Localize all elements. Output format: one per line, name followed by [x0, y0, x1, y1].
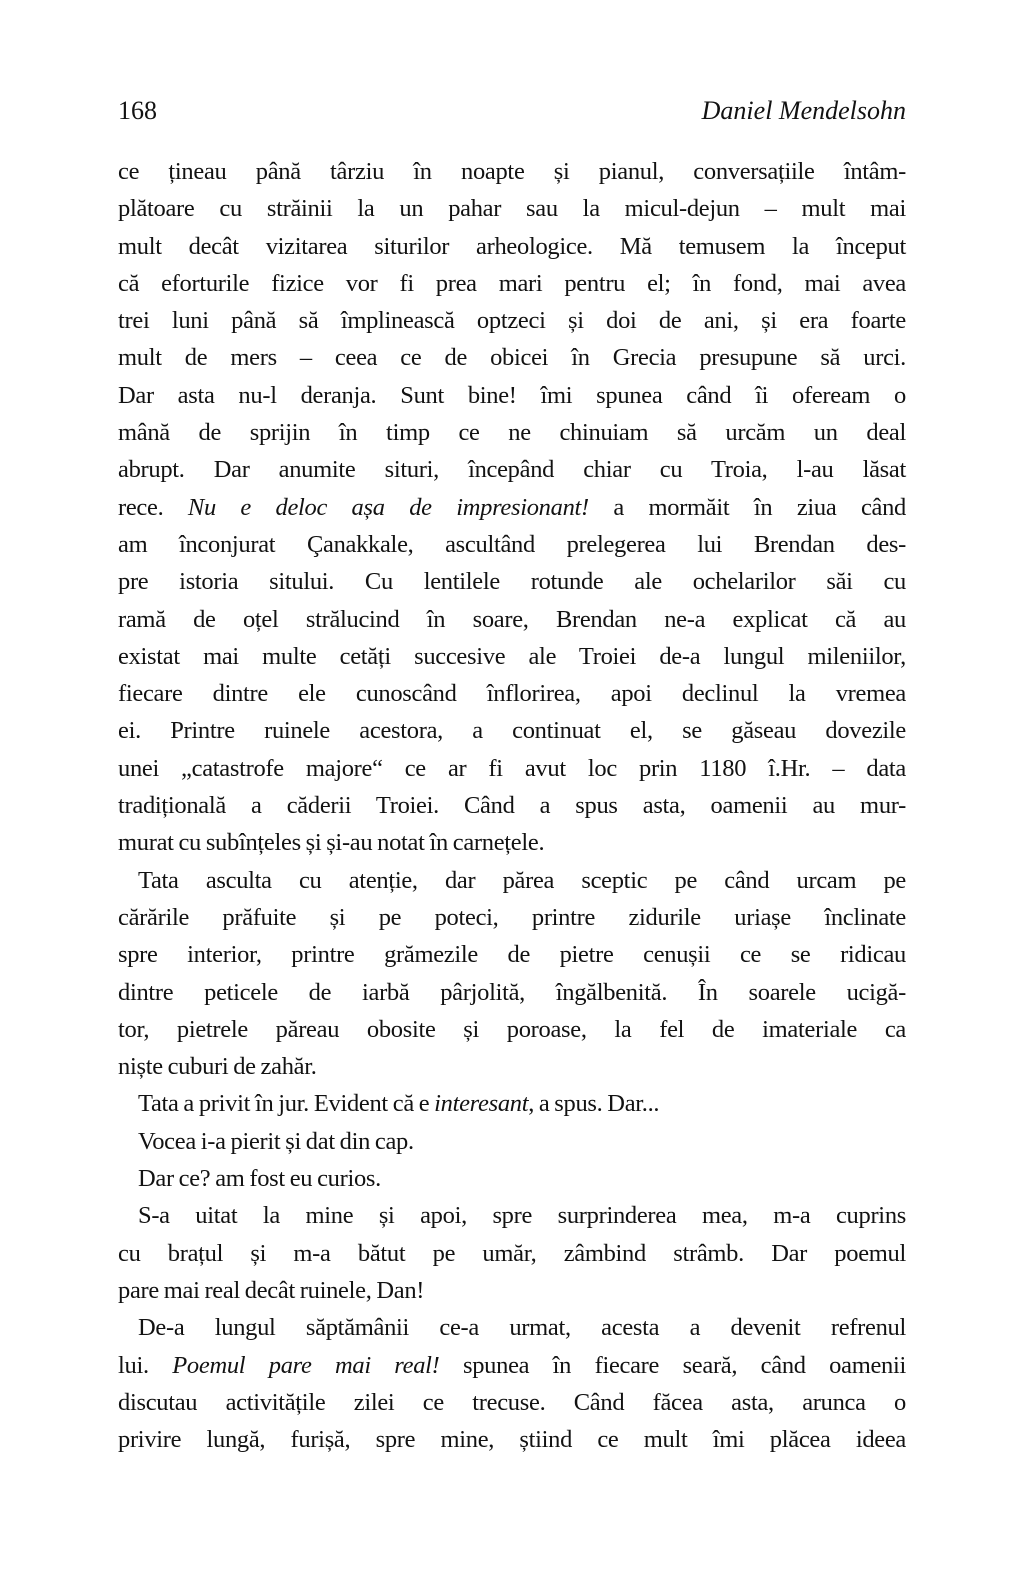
text-segment: existat mai multe cetăți succesive ale Troiei de-a lungul mileniilor, [118, 642, 906, 670]
text-segment: rece. [118, 493, 188, 521]
text-line [118, 190, 906, 227]
text-segment: pre istoria sitului. Cu lentilele rotunde ale ochelarilor săi cu [118, 568, 906, 596]
text-segment: cărările prăfuite și pe poteci, printre zidurile uriașe înclinate [118, 903, 906, 931]
text-line [118, 601, 906, 638]
text-segment: ei. Printre ruinele acestora, a continuat el, se găseau dovezile [118, 717, 906, 745]
text-line [118, 1197, 906, 1234]
text-line [118, 1347, 906, 1384]
text-line [118, 750, 906, 787]
text-line [118, 974, 906, 1011]
text-segment: mult de mers – ceea ce de obicei în Grecia presupune să urci. [118, 344, 906, 372]
text-line [118, 899, 906, 936]
text-segment: mână de sprijin în timp ce ne chinuiam să urcăm un deal [118, 419, 906, 447]
text-line [118, 414, 906, 451]
text-line [118, 1272, 906, 1309]
text-segment: abrupt. Dar anumite situri, începând chiar cu Troia, l-au lăsat [118, 456, 906, 484]
text-line [118, 638, 906, 675]
text-line [118, 377, 906, 414]
text-segment: a mormăit în ziua când [588, 493, 907, 521]
text-line [118, 862, 906, 899]
text-line [118, 1235, 906, 1272]
text-segment: fiecare dintre ele cunoscând înflorirea, apoi declinul la vremea [118, 680, 906, 708]
text-segment: plătoare cu străinii la un pahar sau la micul-dejun – mult mai [118, 195, 906, 223]
body-text [118, 153, 906, 1458]
text-line [118, 1160, 906, 1197]
text-segment: Dar ce? am fost eu curios. [138, 1165, 381, 1193]
text-line [118, 451, 906, 488]
italic-text: Nu e deloc așa de impresionant! [187, 493, 589, 521]
text-segment: Tata asculta cu atenție, dar părea sceptic pe când urcam pe [138, 866, 906, 894]
text-line [118, 675, 906, 712]
text-segment: spunea în fiecare seară, când oamenii [439, 1351, 906, 1379]
text-segment: lui. [118, 1351, 173, 1379]
text-segment: Tata a privit în jur. Evident că e [138, 1090, 435, 1118]
text-segment: trei luni până să împlinească optzeci și doi de ani, și era foarte [118, 307, 906, 335]
text-segment: Vocea i-a pierit și dat din cap. [138, 1127, 414, 1155]
text-segment: , a spus. Dar... [528, 1090, 660, 1118]
text-line [118, 1011, 906, 1048]
text-line [118, 1085, 906, 1122]
text-segment: De-a lungul săptămânii ce-a urmat, acesta a devenit refrenul [138, 1314, 906, 1342]
page-content [118, 96, 906, 1458]
text-segment: ramă de oțel strălucind în soare, Brendan ne-a explicat că au [118, 605, 906, 633]
text-line [118, 153, 906, 190]
text-line [118, 228, 906, 265]
text-segment: unei „catastrofe majore“ ce ar fi avut loc prin 1180 î.Hr. – data [118, 754, 906, 782]
text-line [118, 824, 906, 861]
text-segment: pare mai real decât ruinele, Dan! [118, 1276, 425, 1304]
text-line [118, 526, 906, 563]
text-segment: cu brațul și m-a bătut pe umăr, zâmbind strâmb. Dar poemul [118, 1239, 906, 1267]
text-line [118, 563, 906, 600]
author-name: Daniel Mendelsohn [701, 96, 906, 125]
text-line [118, 936, 906, 973]
text-segment: privire lungă, furișă, spre mine, știind ce mult îmi plăcea ideea [118, 1426, 906, 1454]
text-segment: dintre peticele de iarbă pârjolită, îngălbenită. În soarele ucigă- [118, 978, 906, 1006]
text-segment: niște cuburi de zahăr. [118, 1053, 317, 1081]
text-segment: murat cu subînțeles și și-au notat în carnețele. [118, 829, 545, 857]
text-line [118, 712, 906, 749]
text-segment: am înconjurat Çanakkale, ascultând prelegerea lui Brendan des- [118, 530, 906, 558]
text-segment: ce țineau până târziu în noapte și pianul, conversațiile întâm- [118, 158, 906, 185]
italic-text: interesant [434, 1090, 529, 1118]
text-line [118, 1384, 906, 1421]
text-line [118, 787, 906, 824]
text-line [118, 1123, 906, 1160]
text-segment: discutau activitățile zilei ce trecuse. Când făcea asta, arunca o [118, 1388, 906, 1416]
text-segment: S-a uitat la mine și apoi, spre surprinderea mea, m-a cuprins [138, 1202, 906, 1230]
text-segment: Dar asta nu-l deranja. Sunt bine! îmi spunea când îi ofeream o [118, 381, 906, 409]
text-segment: mult decât vizitarea siturilor arheologice. Mă temusem la început [118, 232, 906, 260]
text-line [118, 1309, 906, 1346]
page-number: 168 [118, 96, 157, 125]
text-segment: spre interior, printre grămezile de pietre cenușii ce se ridicau [118, 941, 906, 969]
text-line [118, 339, 906, 376]
text-line [118, 1421, 906, 1458]
running-head [118, 96, 906, 126]
text-line [118, 265, 906, 302]
italic-text: Poemul pare mai real! [172, 1351, 440, 1379]
text-segment: tradițională a căderii Troiei. Când a spus asta, oamenii au mur- [118, 792, 906, 820]
text-line [118, 1048, 906, 1085]
text-line [118, 302, 906, 339]
text-segment: că eforturile fizice vor fi prea mari pentru el; în fond, mai avea [118, 269, 906, 297]
text-segment: tor, pietrele păreau obosite și poroase, la fel de imateriale ca [118, 1015, 906, 1043]
text-line [118, 489, 906, 526]
